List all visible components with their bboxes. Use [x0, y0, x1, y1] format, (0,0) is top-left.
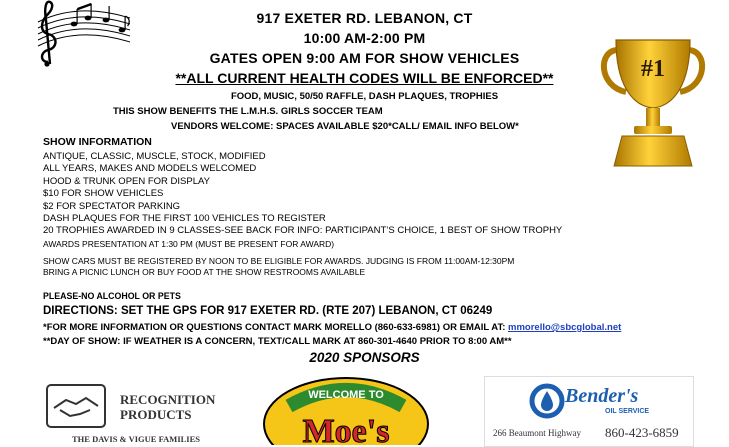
- list-item: AWARDS PRESENTATION AT 1:30 PM (MUST BE PRESENT FOR AWARD): [43, 239, 335, 249]
- event-time: 10:00 AM-2:00 PM: [303, 30, 426, 46]
- benefits-line: THIS SHOW BENEFITS THE L.M.H.S. GIRLS SOCCER TEAM: [113, 106, 383, 117]
- health-codes-notice: **ALL CURRENT HEALTH CODES WILL BE ENFORCED**: [175, 70, 554, 86]
- handshake-icon: [46, 384, 106, 428]
- gates-open: GATES OPEN 9:00 AM FOR SHOW VEHICLES: [209, 50, 520, 66]
- no-alcohol-notice: PLEASE-NO ALCOHOL OR PETS: [43, 291, 181, 301]
- show-info-small: [43, 239, 514, 279]
- oil-drop-icon: [529, 383, 565, 419]
- list-item: HOOD & TRUNK OPEN FOR DISPLAY: [43, 175, 210, 187]
- amenities: FOOD, MUSIC, 50/50 RAFFLE, DASH PLAQUES, TROPHIES: [230, 91, 499, 102]
- recognition-sub: THE DAVIS & VIGUE FAMILIES: [72, 434, 201, 444]
- moes-name: Moe's: [302, 413, 390, 445]
- contact-text: *FOR MORE INFORMATION OR QUESTIONS CONTACT MARK MORELLO (860-633-6981) OR EMAIL AT:: [43, 322, 506, 333]
- recognition-line2: PRODUCTS: [120, 407, 192, 422]
- recognition-line1: RECOGNITION: [120, 392, 216, 407]
- vendors-line: VENDORS WELCOME: SPACES AVAILABLE $20*CALL/ EMAIL INFO BELOW*: [171, 121, 519, 132]
- benders-name: Bender's: [565, 385, 639, 407]
- event-address: 917 EXETER RD. LEBANON, CT: [256, 10, 473, 26]
- weather-notice: **DAY OF SHOW: IF WEATHER IS A CONCERN, TEXT/CALL MARK AT 860-301-4640 PRIOR TO 8:00 AM**: [43, 336, 512, 347]
- list-item: SHOW CARS MUST BE REGISTERED BY NOON TO BE ELIGIBLE FOR AWARDS. JUDGING IS FROM 11:00AM-12:30PM: [43, 255, 515, 266]
- directions: DIRECTIONS: SET THE GPS FOR 917 EXETER RD. (RTE 207) LEBANON, CT 06249: [43, 305, 493, 317]
- moes-logo: [259, 376, 433, 445]
- contact-line: [43, 322, 621, 333]
- trophy-icon: [596, 36, 710, 170]
- benders-address: 266 Beaumont Highway: [493, 428, 581, 438]
- list-item: ANTIQUE, CLASSIC, MUSCLE, STOCK, MODIFIED: [43, 151, 266, 162]
- email-link[interactable]: mmorello@sbcglobal.net: [508, 322, 622, 333]
- list-item: $10 FOR SHOW VEHICLES: [43, 188, 164, 200]
- list-item: $2 FOR SPECTATOR PARKING: [43, 200, 181, 212]
- sponsor-recognition-products: [40, 378, 250, 445]
- trophy-number: #1: [641, 56, 665, 82]
- list-item: DASH PLAQUES FOR THE FIRST 100 VEHICLES TO REGISTER: [43, 213, 326, 225]
- list-item: BRING A PICNIC LUNCH OR BUY FOOD AT THE SHOW RESTROOMS AVAILABLE: [43, 267, 366, 277]
- sponsors-heading: 2020 SPONSORS: [309, 350, 420, 365]
- moes-welcome: WELCOME TO: [308, 389, 384, 401]
- show-info-list: [43, 151, 562, 238]
- benders-phone: 860-423-6859: [605, 425, 679, 440]
- list-item: ALL YEARS, MAKES AND MODELS WELCOMED: [43, 163, 257, 175]
- list-item: 20 TROPHIES AWARDED IN 9 CLASSES-SEE BACK FOR INFO: PARTICIPANT’S CHOICE, 1 BEST OF SHOW TROPHY: [43, 225, 563, 237]
- benders-sub: OIL SERVICE: [605, 408, 650, 415]
- sponsor-benders: [484, 376, 694, 447]
- show-info-heading: SHOW INFORMATION: [43, 136, 152, 148]
- sponsor-moes: [259, 376, 433, 445]
